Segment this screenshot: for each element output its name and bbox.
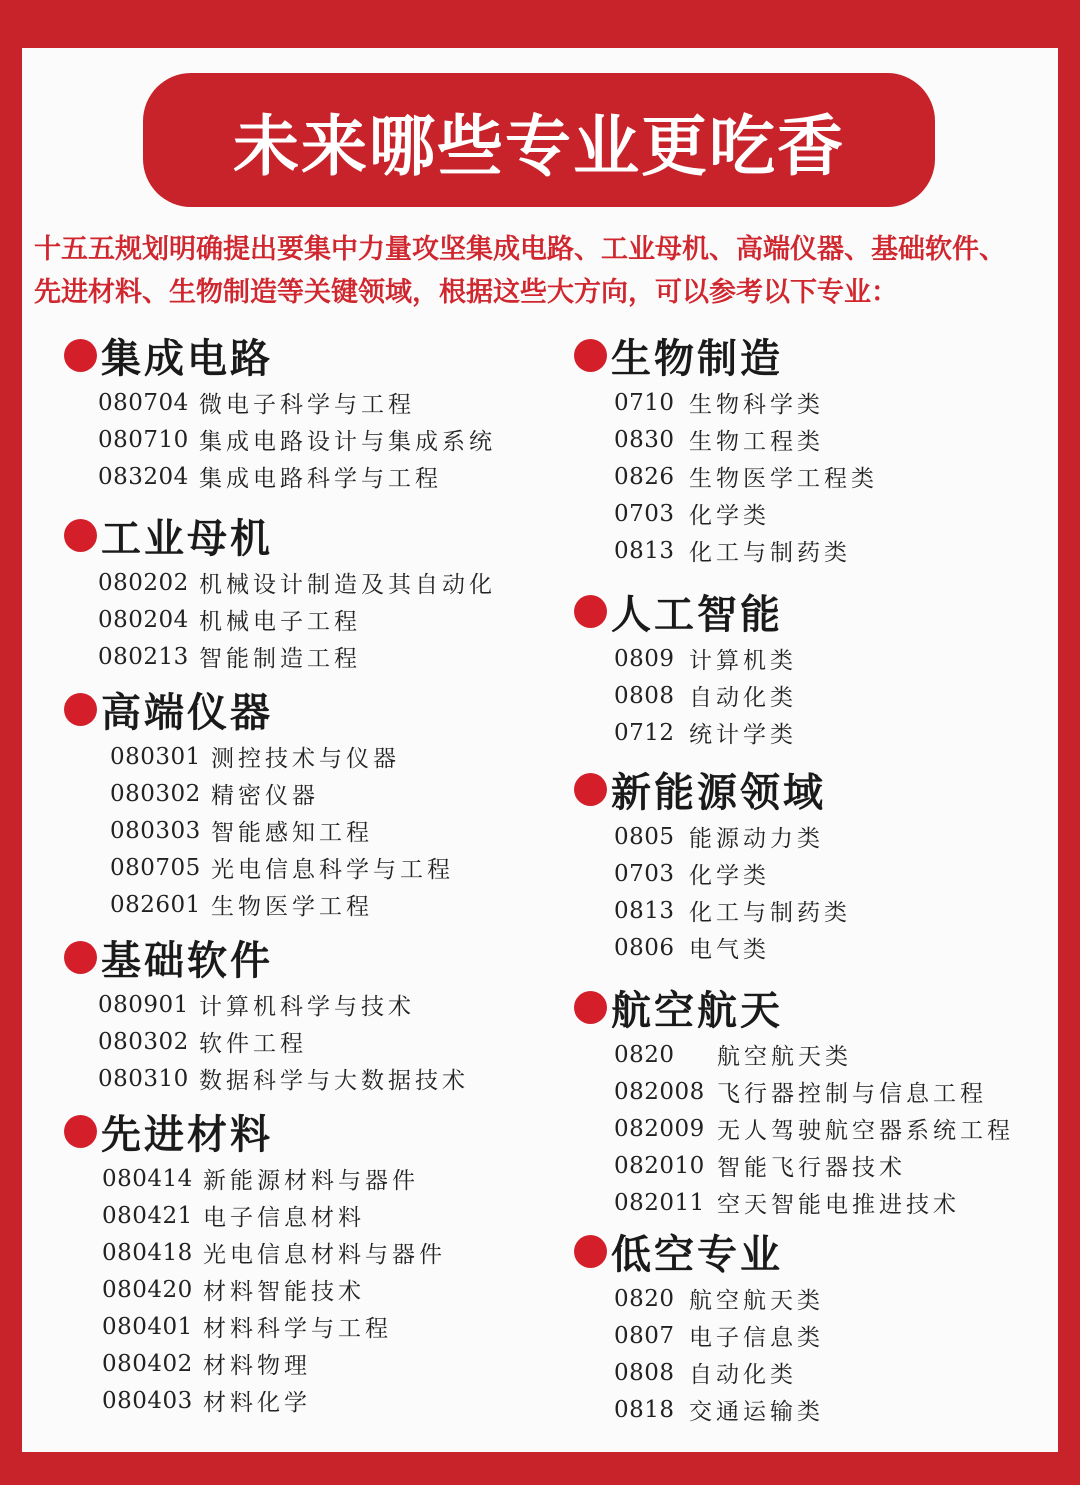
major-code: 080401	[102, 1313, 193, 1340]
major-name: 交通运输类	[689, 1399, 824, 1425]
list-item	[64, 638, 534, 675]
list-item	[574, 1354, 1044, 1391]
page-title: 未来哪些专业更吃香	[233, 107, 845, 185]
major-name: 机械设计制造及其自动化	[199, 572, 496, 598]
list-item	[574, 495, 1044, 532]
bullet-dot-icon	[64, 693, 97, 726]
list-item	[64, 458, 534, 495]
section-title: 航空航天	[611, 986, 783, 1034]
section-ic	[64, 326, 534, 506]
major-name: 电子信息材料	[203, 1205, 365, 1231]
major-code: 0808	[614, 682, 675, 709]
major-name: 电子信息类	[689, 1325, 824, 1351]
list-item	[64, 1197, 534, 1234]
major-name: 统计学类	[689, 722, 797, 748]
list-item	[64, 738, 534, 775]
major-code: 080310	[98, 1065, 189, 1092]
bullet-dot-icon	[64, 1115, 97, 1148]
major-name: 生物医学工程类	[689, 466, 878, 492]
intro-line-2: 先进材料、生物制造等关键领域，根据这些大方向，可以参考以下专业：	[34, 277, 898, 308]
list-item	[64, 1023, 534, 1060]
list-item	[574, 1073, 1044, 1110]
major-code: 0830	[614, 426, 675, 453]
intro-line-1: 十五五规划明确提出要集中力量攻坚集成电路、工业母机、高端仪器、基础软件、	[34, 234, 1006, 265]
major-name: 电气类	[689, 937, 770, 963]
major-name: 软件工程	[199, 1031, 307, 1057]
list-item	[64, 1308, 534, 1345]
list-item	[64, 812, 534, 849]
major-name: 空天智能电推进技术	[717, 1192, 960, 1218]
major-name: 航空航天类	[717, 1044, 852, 1070]
section-ai	[574, 582, 1044, 760]
major-name: 计算机科学与技术	[199, 994, 415, 1020]
list-item	[574, 1317, 1044, 1354]
list-item	[64, 986, 534, 1023]
major-name: 航空航天类	[689, 1288, 824, 1314]
major-name: 光电信息科学与工程	[211, 857, 454, 883]
major-code: 0806	[614, 934, 675, 961]
right-column	[574, 326, 1044, 1428]
list-item	[64, 1382, 534, 1419]
major-name: 计算机类	[689, 648, 797, 674]
major-code: 080705	[110, 854, 201, 881]
major-code: 082008	[614, 1078, 705, 1105]
major-name: 材料化学	[203, 1390, 311, 1416]
bullet-dot-icon	[574, 773, 607, 806]
major-code: 080213	[98, 643, 189, 670]
major-code: 080704	[98, 389, 189, 416]
major-name: 微电子科学与工程	[199, 392, 415, 418]
list-item	[574, 1184, 1044, 1221]
major-code: 080303	[110, 817, 201, 844]
section-title: 工业母机	[101, 514, 273, 562]
section-header	[64, 326, 534, 384]
list-item	[64, 384, 534, 421]
intro-text	[34, 228, 1064, 314]
section-header	[574, 326, 1044, 384]
bullet-dot-icon	[64, 519, 97, 552]
list-item	[64, 849, 534, 886]
list-item	[64, 1234, 534, 1271]
major-code: 080202	[98, 569, 189, 596]
section-title: 基础软件	[101, 936, 273, 984]
major-code: 0826	[614, 463, 675, 490]
major-code: 0710	[614, 389, 675, 416]
list-item	[574, 421, 1044, 458]
major-name: 自动化类	[689, 685, 797, 711]
major-code: 080302	[110, 780, 201, 807]
list-item	[64, 775, 534, 812]
major-code: 080420	[102, 1276, 193, 1303]
major-name: 集成电路设计与集成系统	[199, 429, 496, 455]
major-code: 080414	[102, 1165, 193, 1192]
major-name: 智能制造工程	[199, 646, 361, 672]
left-column	[64, 326, 534, 1419]
list-item	[64, 1160, 534, 1197]
major-code: 0818	[614, 1396, 675, 1423]
bullet-dot-icon	[574, 991, 607, 1024]
list-item	[574, 1036, 1044, 1073]
list-item	[64, 421, 534, 458]
list-item	[574, 1110, 1044, 1147]
major-name: 集成电路科学与工程	[199, 466, 442, 492]
major-name: 生物医学工程	[211, 894, 373, 920]
list-item	[574, 855, 1044, 892]
major-name: 飞行器控制与信息工程	[717, 1081, 987, 1107]
list-item	[574, 892, 1044, 929]
major-code: 080301	[110, 743, 201, 770]
bullet-dot-icon	[574, 1235, 607, 1268]
title-banner	[143, 73, 935, 207]
major-name: 材料科学与工程	[203, 1316, 392, 1342]
major-name: 数据科学与大数据技术	[199, 1068, 469, 1094]
list-item	[574, 1391, 1044, 1428]
major-name: 生物工程类	[689, 429, 824, 455]
major-code: 082011	[614, 1189, 705, 1216]
bullet-dot-icon	[64, 339, 97, 372]
section-header	[574, 760, 1044, 818]
section-header	[64, 928, 534, 986]
major-name: 化工与制药类	[689, 540, 851, 566]
section-title: 先进材料	[101, 1110, 273, 1158]
major-code: 0703	[614, 860, 675, 887]
major-name: 智能感知工程	[211, 820, 373, 846]
section-header	[574, 1222, 1044, 1280]
section-header	[574, 978, 1044, 1036]
major-code: 0808	[614, 1359, 675, 1386]
major-name: 材料智能技术	[203, 1279, 365, 1305]
major-name: 材料物理	[203, 1353, 311, 1379]
section-title: 生物制造	[611, 334, 783, 382]
section-machine-tools	[64, 506, 534, 680]
major-code: 0813	[614, 897, 675, 924]
major-code: 080710	[98, 426, 189, 453]
section-low-altitude	[574, 1222, 1044, 1428]
major-name: 化学类	[689, 863, 770, 889]
list-item	[574, 640, 1044, 677]
major-name: 自动化类	[689, 1362, 797, 1388]
major-name: 新能源材料与器件	[203, 1168, 419, 1194]
major-code: 080204	[98, 606, 189, 633]
list-item	[574, 818, 1044, 855]
major-name: 光电信息材料与器件	[203, 1242, 446, 1268]
section-header	[64, 506, 534, 564]
major-code: 0813	[614, 537, 675, 564]
section-title: 集成电路	[101, 334, 273, 382]
list-item	[64, 1271, 534, 1308]
list-item	[574, 929, 1044, 966]
major-code: 082010	[614, 1152, 705, 1179]
list-item	[64, 601, 534, 638]
major-name: 能源动力类	[689, 826, 824, 852]
major-name: 机械电子工程	[199, 609, 361, 635]
major-name: 无人驾驶航空器系统工程	[717, 1118, 1014, 1144]
major-code: 0809	[614, 645, 675, 672]
major-code: 0703	[614, 500, 675, 527]
section-title: 人工智能	[611, 590, 783, 638]
major-code: 0712	[614, 719, 675, 746]
major-code: 080901	[98, 991, 189, 1018]
list-item	[64, 1060, 534, 1097]
major-name: 智能飞行器技术	[717, 1155, 906, 1181]
list-item	[574, 458, 1044, 495]
section-title: 高端仪器	[101, 688, 273, 736]
major-name: 生物科学类	[689, 392, 824, 418]
list-item	[574, 1280, 1044, 1317]
list-item	[64, 886, 534, 923]
major-code: 080402	[102, 1350, 193, 1377]
list-item	[574, 1147, 1044, 1184]
bullet-dot-icon	[64, 941, 97, 974]
major-code: 0820	[614, 1041, 675, 1068]
section-header	[64, 680, 534, 738]
section-aerospace	[574, 978, 1044, 1222]
major-code: 0820	[614, 1285, 675, 1312]
list-item	[574, 714, 1044, 751]
section-instruments	[64, 680, 534, 928]
list-item	[64, 1345, 534, 1382]
list-item	[574, 677, 1044, 714]
major-code: 0807	[614, 1322, 675, 1349]
major-code: 080418	[102, 1239, 193, 1266]
list-item	[574, 384, 1044, 421]
bullet-dot-icon	[574, 339, 607, 372]
list-item	[574, 532, 1044, 569]
section-header	[64, 1102, 534, 1160]
major-name: 测控技术与仪器	[211, 746, 400, 772]
bullet-dot-icon	[574, 595, 607, 628]
major-name: 化学类	[689, 503, 770, 529]
major-code: 080302	[98, 1028, 189, 1055]
section-biomanufacturing	[574, 326, 1044, 582]
section-software	[64, 928, 534, 1102]
major-code: 080403	[102, 1387, 193, 1414]
list-item	[64, 564, 534, 601]
major-code: 082601	[110, 891, 201, 918]
major-code: 080421	[102, 1202, 193, 1229]
major-code: 0805	[614, 823, 675, 850]
section-materials	[64, 1102, 534, 1419]
major-code: 082009	[614, 1115, 705, 1142]
section-header	[574, 582, 1044, 640]
section-new-energy	[574, 760, 1044, 978]
section-title: 新能源领域	[611, 768, 826, 816]
major-name: 精密仪器	[211, 783, 319, 809]
major-code: 083204	[98, 463, 189, 490]
section-title: 低空专业	[611, 1230, 783, 1278]
major-name: 化工与制药类	[689, 900, 851, 926]
